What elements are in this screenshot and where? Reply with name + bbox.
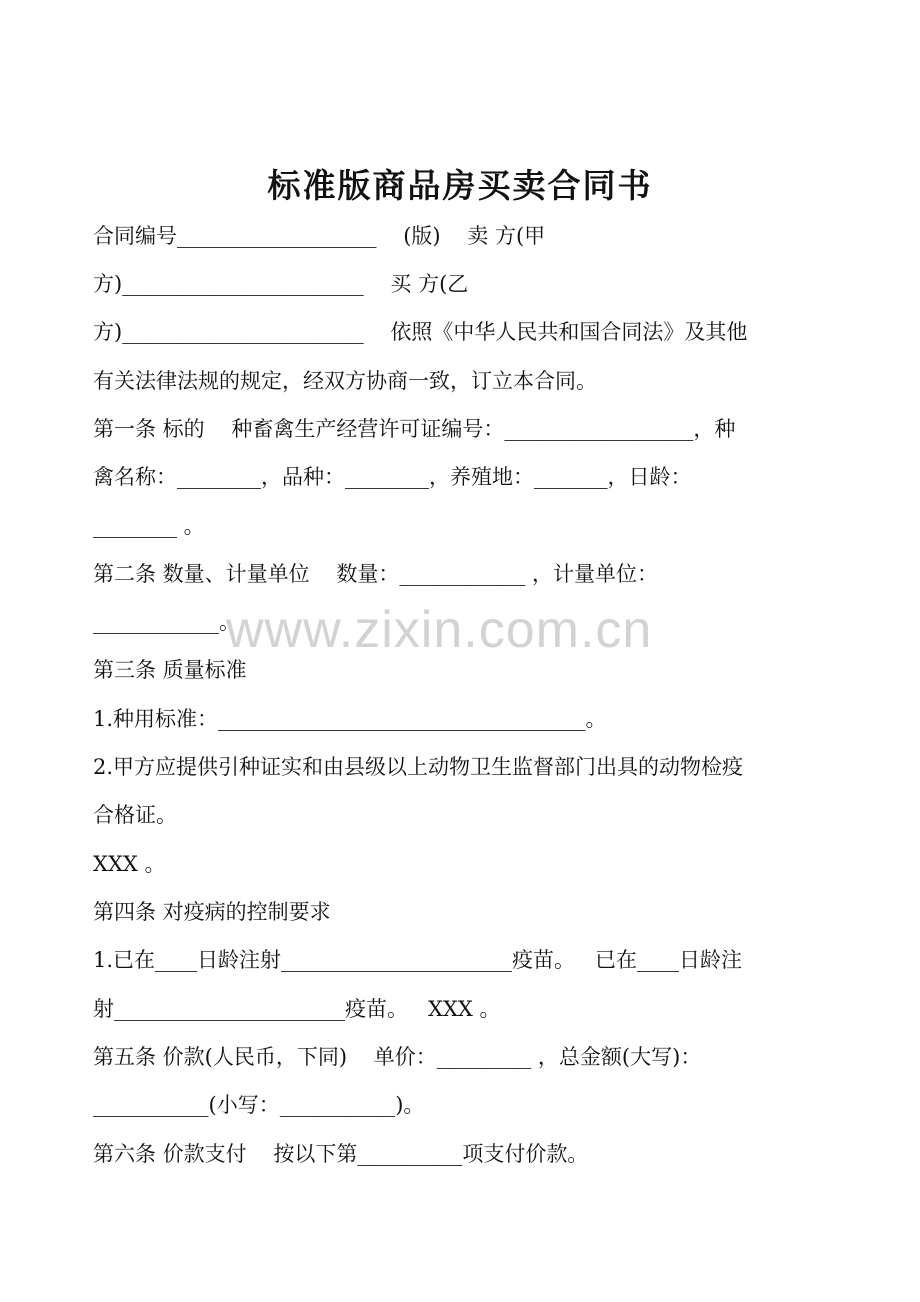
article-6-line-1: 第六条 价款支付 按以下第__________项支付价款。	[93, 1142, 589, 1166]
article-4-line-1: 1.已在____日龄注射______________________疫苗。 已在____日龄注	[93, 948, 743, 972]
article-5-line-2: ___________(小写：___________)。	[93, 1093, 425, 1117]
article-1-line-3: ________ 。	[93, 514, 205, 538]
contract-line-2: 方)_______________________ 买 方(乙	[93, 272, 469, 296]
article-5-line-1: 第五条 价款(人民币，下同) 单价：_________ ，总金额(大写)：	[93, 1045, 702, 1069]
article-2-line-1: 第二条 数量、计量单位 数量：____________ ，计量单位：	[93, 562, 659, 586]
article-1-line-2: 禽名称：________，品种：________，养殖地：_______，日龄：	[93, 465, 692, 489]
article-3-heading: 第三条 质量标准	[93, 658, 247, 682]
article-1-line-1: 第一条 标的 种畜禽生产经营许可证编号：__________________，种	[93, 417, 736, 441]
article-3-item-1: 1.种用标准：___________________________________。	[93, 707, 607, 731]
document-title: 标准版商品房买卖合同书	[267, 166, 653, 205]
article-3-item-2-line-1: 2.甲方应提供引种证实和由县级以上动物卫生监督部门出具的动物检疫	[93, 755, 744, 779]
contract-line-1: 合同编号___________________ (版) 卖 方(甲	[93, 224, 546, 248]
contract-line-3: 方)_______________________ 依照《中华人民共和国合同法》及其他	[93, 320, 748, 344]
article-4-heading: 第四条 对疫病的控制要求	[93, 900, 331, 924]
article-3-note: XXX 。	[93, 852, 166, 876]
article-4-line-2: 射______________________疫苗。 XXX 。	[93, 997, 501, 1021]
article-3-item-2-line-2: 合格证。	[93, 803, 177, 827]
article-2-line-2: ____________。	[93, 610, 240, 634]
contract-line-4: 有关法律法规的规定，经双方协商一致，订立本合同。	[93, 369, 597, 393]
watermark-text: www.zixin.com.cn	[226, 601, 653, 659]
